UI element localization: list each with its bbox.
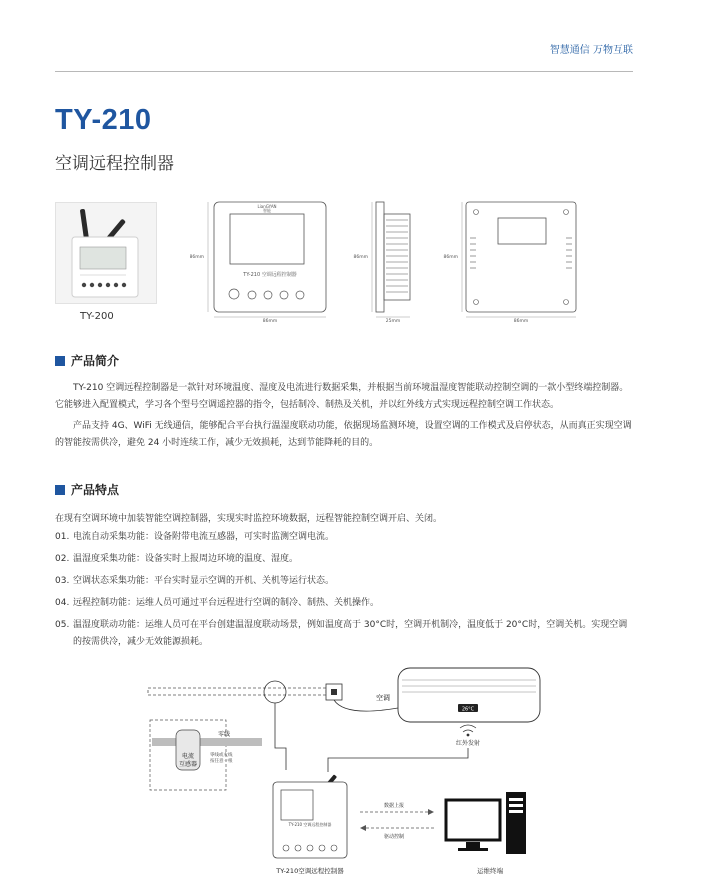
upload-label: 数据上报: [383, 803, 405, 809]
feature-text: 电流自动采集功能：设备附带电流互感器，可实时监测空调电流。: [73, 532, 335, 542]
drawing-brand: LianGYAN: [257, 204, 277, 209]
ir-label: 红外发射: [455, 740, 481, 747]
ac-display: 26°C: [461, 706, 475, 713]
feature-item: [55, 617, 635, 651]
header-tagline: 智慧通信 万物互联: [549, 45, 633, 56]
controller-device: [273, 774, 347, 858]
terminal-icon: [446, 792, 526, 854]
terminal-label: 运维终端: [477, 867, 503, 875]
dim-front-height: 86mm: [190, 255, 204, 260]
ct-label-line-2: 互感器: [178, 761, 198, 768]
dim-back-width: 86mm: [513, 319, 529, 324]
intro-heading: [55, 352, 119, 369]
feature-number: 05.: [55, 620, 70, 630]
feature-text: 温湿度采集功能：设备实时上报周边环境的温度、湿度。: [73, 554, 299, 564]
ct-note-line-2: 按任意一根: [210, 759, 233, 764]
feature-text: 远程控制功能：运维人员可通过平台远程进行空调的制冷、制热、关机操作。: [73, 598, 380, 608]
drawing-caption: TY-210 空调远程控制器: [243, 272, 297, 278]
product-model: TY-210: [55, 104, 152, 136]
feature-text: 空调状态采集功能：平台实时显示空调的开机、关机等运行状态。: [73, 576, 335, 586]
ct-note-line-1: 零线或火线: [210, 753, 233, 758]
feature-number: 01.: [55, 532, 70, 542]
feature-number: 02.: [55, 554, 70, 564]
feature-item: [55, 595, 635, 612]
system-diagram: [140, 662, 560, 882]
dim-back-height: 86mm: [443, 255, 458, 260]
drawing-brand-sub: 智能: [263, 208, 271, 213]
technical-drawings: [190, 198, 610, 326]
header-divider: [55, 71, 633, 72]
remote-label: 驱动控制: [383, 834, 405, 840]
back-view-drawing: [444, 202, 577, 324]
feature-item: [55, 529, 635, 546]
feature-number: 03.: [55, 576, 70, 586]
intro-heading-text: 产品简介: [71, 354, 120, 368]
features-lead: 在现有空调环境中加装智能空调控制器，实现实时监控环境数据，远程智能控制空调开启、关闭。: [55, 514, 443, 524]
dim-side-depth: 25mm: [385, 319, 401, 324]
dim-side-height: 86mm: [353, 255, 368, 260]
heading-marker: [55, 356, 65, 366]
photo-caption: TY-200: [80, 311, 114, 322]
controller-label: TY-210空调远程控制器: [276, 867, 344, 875]
dim-front-width: 86mm: [262, 319, 278, 324]
heading-marker: [55, 485, 65, 495]
intro-paragraph-2: 产品支持 4G、WiFi 无线通信，能够配合平台执行温湿度联动功能，依据现场监测环境，设置空调的工作模式及启停状态，从而真正实现空调的智能按需供冷，避免 24 小时连续工作，减少无效损耗，达到节能降耗的目的。: [55, 421, 632, 448]
feature-item: [55, 551, 635, 568]
feature-item: [55, 573, 635, 590]
product-subtitle: 空调远程控制器: [55, 154, 174, 174]
intro-paragraph-1: TY-210 空调远程控制器是一款针对环境温度、湿度及电流进行数据采集，并根据当前环境温湿度智能联动控制空调的一款小型终端控制器。它能够进入配置模式，学习各个型号空调遥控器的指令，包括制冷、制热及关机，并以红外线方式实现远程控制空调工作状态。: [55, 383, 629, 410]
zero-line-label: 零线: [218, 731, 231, 738]
side-view-drawing: [354, 202, 411, 324]
features-heading: [55, 481, 119, 498]
front-view-drawing: [190, 202, 326, 324]
controller-caption: TY-210 空调远程控制器: [288, 822, 332, 827]
product-photo: [55, 202, 157, 304]
feature-text: 温湿度联动功能：运维人员可在平台创建温湿度联动场景，例如温度高于 30°C时，空调开机制冷，温度低于 20°C时，空调关机。实现空调的按需供冷，减少无效能源损耗。: [73, 620, 628, 647]
ac-label: 空调: [376, 694, 390, 702]
feature-number: 04.: [55, 598, 70, 608]
features-heading-text: 产品特点: [71, 483, 120, 497]
ct-label-line-1: 电流: [181, 753, 195, 760]
